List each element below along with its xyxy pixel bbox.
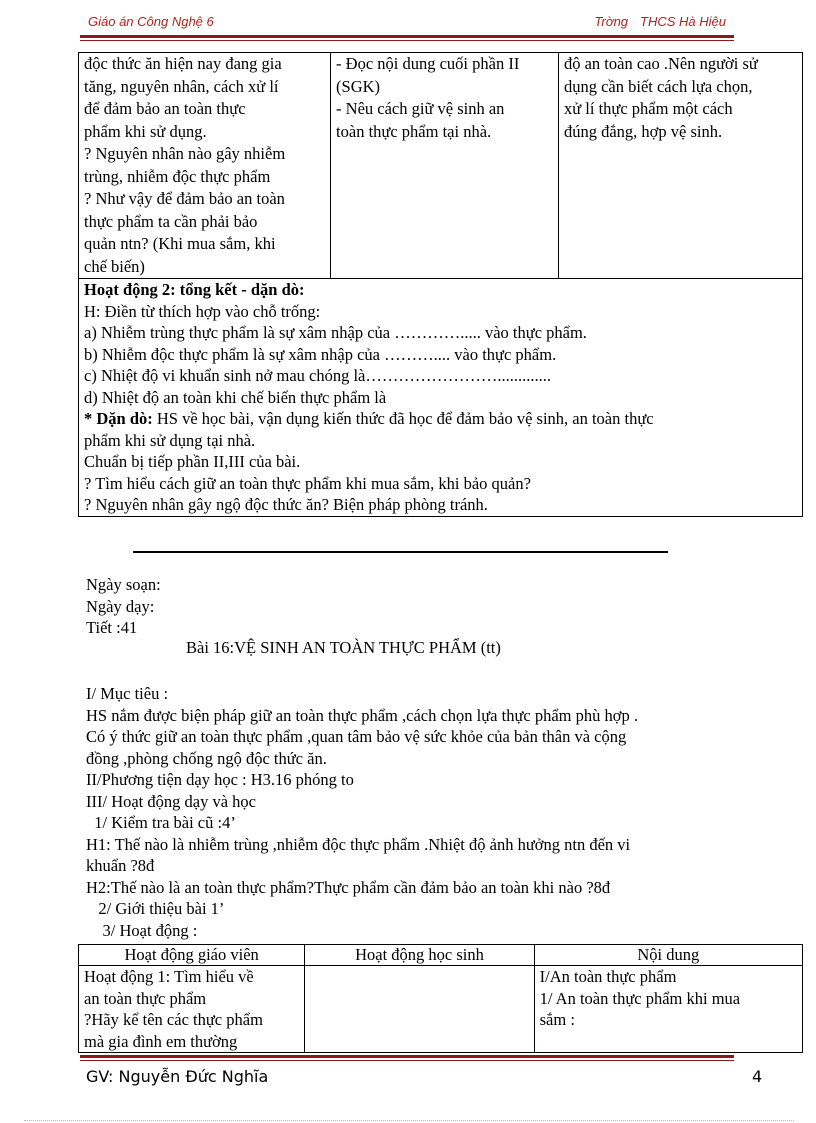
- col-header-student: Hoạt động học sinh: [305, 945, 534, 966]
- footer-author: GV: Nguyễn Đức Nghĩa: [86, 1067, 269, 1086]
- period-number: Tiết :41: [86, 618, 138, 637]
- page-header: [80, 14, 732, 36]
- header-school: Trờng THCS Hà Hiệu: [594, 14, 726, 29]
- homework-line: * Dặn dò: HS về học bài, vận dụng kiến thức đã học để đảm bảo vệ sinh, an toàn thực: [84, 409, 654, 428]
- footer-rule-thick: [80, 1055, 734, 1058]
- page-bottom-dotted-line: [24, 1120, 794, 1121]
- header-rule-thick: [80, 35, 734, 38]
- teacher-activity-cell: Hoạt động 1: Tìm hiểu về an toàn thực phẩm ?Hãy kể tên các thực phẩm mà gia đình em thường: [79, 966, 305, 1053]
- lesson-meta: [86, 574, 161, 639]
- lesson-title: Bài 16:VỆ SINH AN TOÀN THỰC PHẨM (tt): [186, 638, 501, 657]
- prep-date: Ngày soạn:: [86, 575, 161, 594]
- activity-table-continued: [78, 52, 803, 517]
- summary-title: Hoạt động 2: tổng kết - dặn dò:: [84, 280, 305, 299]
- content-cell: I/An toàn thực phẩm 1/ An toàn thực phẩm khi mua sắm :: [534, 966, 802, 1053]
- activity-table: [78, 944, 803, 1053]
- page-number: 4: [752, 1067, 763, 1086]
- footer-rule-thin: [80, 1060, 734, 1061]
- student-activity-cell: [305, 966, 534, 1053]
- teach-date: Ngày dạy:: [86, 596, 155, 616]
- content-cell: độ an toàn cao .Nên người sử dụng cần biết cách lựa chọn, xử lí thực phẩm một cách đúng đắng, hợp vệ sinh.: [558, 53, 802, 279]
- section-separator: [133, 551, 668, 553]
- summary-cell: Hoạt động 2: tổng kết - dặn dò: H: Điền từ thích hợp vào chỗ trống: a) Nhiễm trùng thực phẩm là sự xâm nhập của …………..... vào thực phẩm. b) Nhiễm độc thực phẩm là sự xâm nhập của ……….... vào thực phẩm. c) Nhiệt độ vi khuẩn sinh nở mau chóng là……………………............. d) Nhiệt độ an toàn khi chế biến thực phẩm là * Dặn dò: HS về học bài, vận dụng kiến thức đã học để đảm bảo vệ sinh, an toàn thực phẩm khi sử dụng tại nhà. Chuẩn bị tiếp phần II,III của bài. ? Tìm hiểu cách giữ an toàn thực phẩm khi mua sắm, khi bảo quản? ? Nguyên nhân gây ngộ độc thức ăn? Biện pháp phòng tránh.: [79, 279, 803, 517]
- lesson-body: I/ Mục tiêu : HS nắm được biện pháp giữ an toàn thực phẩm ,cách chọn lựa thực phẩm phù hợp . Có ý thức giữ an toàn thực phẩm ,quan tâm bảo vệ sức khỏe của bản thân và cộng đồng ,phòng chống ngộ độc thức ăn. II/Phương tiện dạy học : H3.16 phóng to III/ Hoạt động dạy và học 1/ Kiểm tra bài cũ :4’ H1: Thế nào là nhiễm trùng ,nhiễm độc thực phẩm .Nhiệt độ ảnh hưởng ntn đến vi khuẩn ?8đ H2:Thế nào là an toàn thực phẩm?Thực phẩm cần đảm bảo an toàn khi nào ?8đ 2/ Giới thiệu bài 1’ 3/ Hoạt động :: [86, 684, 638, 940]
- student-activity-cell: - Đọc nội dung cuối phần II (SGK) - Nêu cách giữ vệ sinh an toàn thực phẩm tại nhà.: [331, 53, 559, 279]
- col-header-teacher: Hoạt động giáo viên: [79, 945, 305, 966]
- header-rule-thin: [80, 40, 734, 41]
- header-subject: Giáo án Công Nghệ 6: [88, 14, 214, 29]
- col-header-content: Nội dung: [534, 945, 802, 966]
- teacher-activity-cell: độc thức ăn hiện nay đang gia tăng, nguyên nhân, cách xử lí để đảm bảo an toàn thực phẩm khi sử dụng. ? Nguyên nhân nào gây nhiễm trùng, nhiễm độc thực phẩm ? Như vậy để đảm bảo an toàn thực phẩm ta cần phải bảo quản ntn? (Khi mua sắm, khi chế biến): [79, 53, 331, 279]
